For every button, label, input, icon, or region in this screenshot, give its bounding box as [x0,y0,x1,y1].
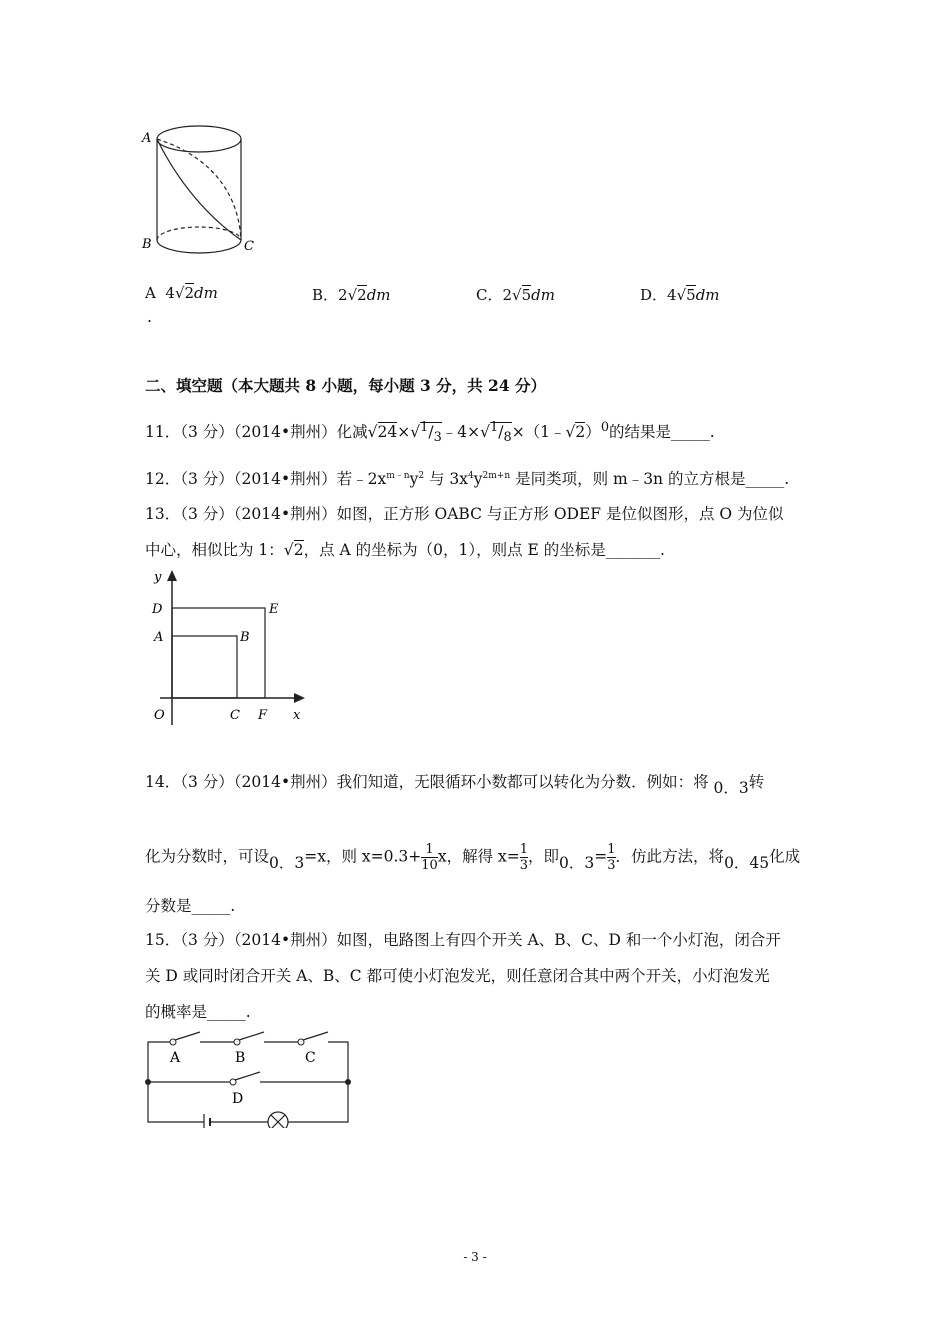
svg-text:F: F [258,708,268,723]
sqrt-icon: √ [174,284,185,302]
choice-c: C．2√5dm [476,286,555,304]
question-12: 12．（3 分）（2014•荆州）若$﹣2x^{m﹣n}y^2$ 与 $3x^4y^{2m+n}$ 是同类项，则 m﹣3n 的立方根是_____. [145,470,790,488]
svg-text:B: B [240,630,250,645]
sqrt-icon: √ [347,286,358,304]
question-13-line1: 13．（3 分）（2014•荆州）如图，正方形 OABC 与正方形 ODEF 是位似图形，点 O 为位似 [145,505,784,523]
choice-b: B．2√2dm [312,286,391,304]
question-15-line1: 15．（3 分）（2014•荆州）如图，电路图上有四个开关 A、B、C、D 和一个小灯泡，闭合开 [145,931,781,949]
cyl-label-a: A [142,131,152,146]
question-14-line1: 14．（3 分）（2014•荆州）我们知道，无限循环小数都可以转化为分数．例如：将 0．3转 [145,773,765,797]
svg-text:E: E [269,602,279,617]
question-14-line2: 化为分数时，可设0．3=x，则 x=0.3+ $\frac{1}{10}$ x，解得 x= $\frac{1}{3}$ ，即0．3= $\frac{1}{3}$ ．仿此方法，将0．45化成 [145,842,801,873]
choice-dot: . [147,308,152,326]
svg-text:C: C [305,1050,316,1066]
choice-a: A 4√2dm [145,284,218,302]
svg-text:y: y [154,570,162,585]
svg-text:x: x [293,708,301,723]
circuit-figure [140,1028,360,1128]
svg-text:A: A [154,630,164,645]
svg-text:B: B [235,1050,246,1066]
question-11: 11．（3 分）（2014•荆州）化减$√24\times√^1/_3﹣4\times√^1/_8\times(1﹣√2)^0$的结果是_____. [145,420,715,446]
svg-text:A: A [170,1050,181,1066]
cyl-label-c: C [244,239,254,254]
choice-d: D．4√5dm [640,286,720,304]
svg-text:D: D [232,1091,244,1107]
question-15-line3: 的概率是_____. [145,1003,251,1021]
svg-text:O: O [154,708,165,723]
sqrt-icon: √ [512,286,522,304]
section-title: 二、填空题（本大题共 8 小题，每小题 3 分，共 24 分） [145,376,547,395]
svg-text:C: C [230,708,240,723]
page-number: - 3 - [463,1250,487,1264]
question-14-line3: 分数是_____. [145,897,236,915]
cylinder-figure [138,122,268,257]
question-13-line2: 中心，相似比为 1：√2，点 A 的坐标为（0，1），则点 E 的坐标是_______. [145,541,665,559]
coordinate-figure [140,565,310,735]
cyl-label-b: B [142,237,152,252]
q11-expression: $√24\times√^1/_3﹣4\times√^1/_8\times(1﹣√2)^0$ [367,420,610,446]
repeating-decimal: 0．3 [713,779,749,797]
sqrt-icon: √ [676,286,687,304]
question-15-line2: 关 D 或同时闭合开关 A、B、C 都可使小灯泡发光，则任意闭合其中两个开关，小灯泡发光 [145,967,770,985]
svg-text:D: D [152,602,163,617]
choice-letter: A [145,284,156,302]
